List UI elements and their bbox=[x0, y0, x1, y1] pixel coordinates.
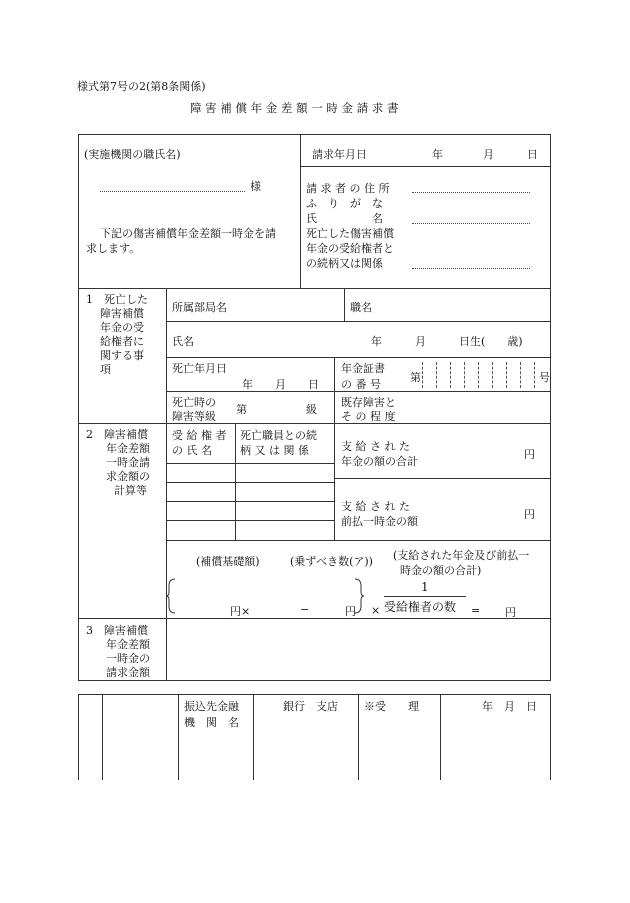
request-year: 年 bbox=[432, 148, 443, 161]
relation-label-2: 年金の受給権者と bbox=[306, 242, 394, 255]
bank-branch-label: 銀行 支店 bbox=[283, 700, 338, 713]
existing-label-1: 既存障害と bbox=[341, 396, 396, 409]
section3-label-line: 一時金の bbox=[106, 652, 150, 665]
agency-label: (実施機関の職氏名) bbox=[84, 148, 181, 161]
request-text-2: 求します。 bbox=[86, 242, 141, 255]
section3-label-line: 請求金額 bbox=[106, 666, 150, 679]
section2-label-line: 計算等 bbox=[114, 484, 147, 497]
section2-label-line: 2 障害補償 bbox=[86, 428, 148, 441]
existing-label-2: そ の 程 度 bbox=[341, 410, 396, 423]
recipient-label-2: の 氏 名 bbox=[172, 444, 212, 457]
section3-label-line: 3 障害補償 bbox=[86, 624, 148, 637]
section1-label-line: 関する事 bbox=[100, 349, 144, 362]
section1-label-line: 障害補償 bbox=[100, 307, 144, 320]
section3-label-line: 年金差額 bbox=[106, 638, 150, 651]
recipient-label-1: 受 給 権 者 bbox=[172, 429, 227, 442]
received-date-label: 年 月 日 bbox=[482, 700, 537, 713]
job-label: 職名 bbox=[350, 301, 372, 314]
advance-label-2: 前払一時金の額 bbox=[341, 515, 418, 528]
formula-equals: = bbox=[471, 604, 481, 617]
section1-label-line: 1 死亡した bbox=[86, 293, 148, 306]
claimant-address-field[interactable] bbox=[412, 192, 530, 193]
formula-yen: 円 bbox=[345, 605, 356, 618]
dept-label: 所属部局名 bbox=[172, 301, 227, 314]
cert-label-1: 年金証書 bbox=[341, 362, 385, 375]
birth-date-label: 年 月 日生( 歳) bbox=[371, 335, 523, 348]
agency-name-field[interactable] bbox=[100, 191, 245, 192]
cert-dai: 第 bbox=[410, 371, 421, 384]
section2-label-line: 年金差額 bbox=[106, 442, 150, 455]
formula-minus: − bbox=[300, 603, 310, 616]
claimant-name-label: 氏 名 bbox=[306, 212, 383, 225]
paid-pension-yen: 円 bbox=[524, 448, 535, 461]
relation-field[interactable] bbox=[412, 268, 530, 269]
deceased-name-label: 氏名 bbox=[172, 335, 194, 348]
formula-sum-label-2: 時金の額の合計) bbox=[400, 564, 482, 577]
fraction-denominator: 受給権者の数 bbox=[384, 600, 457, 614]
death-date-ymd: 年 月 日 bbox=[242, 378, 319, 391]
formula-result-yen: 円 bbox=[505, 606, 516, 619]
cert-label-2: の 番 号 bbox=[341, 378, 381, 391]
formula-multiplier-label: (乗ずべき数(ア)) bbox=[290, 555, 373, 568]
paid-pension-label-1: 支 給 さ れ た bbox=[341, 440, 410, 453]
claim-amount-field[interactable] bbox=[170, 622, 548, 678]
relation-label-1: 死亡した傷害補償 bbox=[306, 227, 394, 240]
advance-yen: 円 bbox=[524, 508, 535, 521]
received-label: ※受 理 bbox=[364, 700, 419, 713]
bank-label-1: 振込先金融 bbox=[184, 700, 239, 713]
relation-col-label-1: 死亡職員との続 bbox=[240, 429, 317, 442]
section2-label-line: 求金額の bbox=[106, 470, 150, 483]
formula-base-label: (補償基礎額) bbox=[196, 555, 260, 568]
request-day: 日 bbox=[527, 148, 538, 161]
relation-label-3: の続柄又は関係 bbox=[306, 257, 383, 270]
fraction-numerator: 1 bbox=[421, 580, 429, 594]
claimant-address-label: 請 求 者 の 住 所 bbox=[306, 182, 390, 195]
relation-col-label-2: 柄 又 は 関 係 bbox=[240, 444, 309, 457]
form-number: 様式第7号の2(第8条関係) bbox=[77, 80, 206, 93]
formula-times: × bbox=[371, 604, 381, 617]
grade-label-2: 障害等級 bbox=[172, 410, 216, 423]
sama-label: 様 bbox=[250, 180, 261, 193]
section1-label-line: 給権者に bbox=[100, 335, 144, 348]
bank-label-2: 機 関 名 bbox=[184, 716, 239, 729]
grade-kyu: 級 bbox=[306, 403, 317, 416]
furigana-label: ふ り が な bbox=[306, 197, 383, 210]
request-date-label: 請求年月日 bbox=[312, 148, 367, 161]
section2-label-line: 一時金請 bbox=[106, 456, 150, 469]
request-text-1: 下記の傷害補償年金差額一時金を請 bbox=[100, 227, 276, 240]
paid-pension-label-2: 年金の額の合計 bbox=[341, 455, 418, 468]
grade-dai: 第 bbox=[236, 403, 247, 416]
section1-label-line: 項 bbox=[100, 363, 111, 376]
request-month: 月 bbox=[483, 148, 494, 161]
claimant-name-field[interactable] bbox=[412, 223, 530, 224]
formula-sum-label-1: (支給された年金及び前払一 bbox=[393, 549, 530, 562]
cert-go: 号 bbox=[539, 371, 550, 384]
death-date-label: 死亡年月日 bbox=[172, 362, 227, 375]
fraction-line bbox=[384, 596, 466, 597]
form-title: 障 害 補 償 年 金 差 額 一 時 金 請 求 書 bbox=[190, 101, 399, 115]
section1-label-line: 年金の受 bbox=[100, 321, 144, 334]
advance-label-1: 支 給 さ れ た bbox=[341, 500, 410, 513]
grade-label-1: 死亡時の bbox=[172, 396, 216, 409]
formula-yen-times: 円× bbox=[230, 605, 251, 618]
section3-bottom-border bbox=[78, 680, 551, 681]
